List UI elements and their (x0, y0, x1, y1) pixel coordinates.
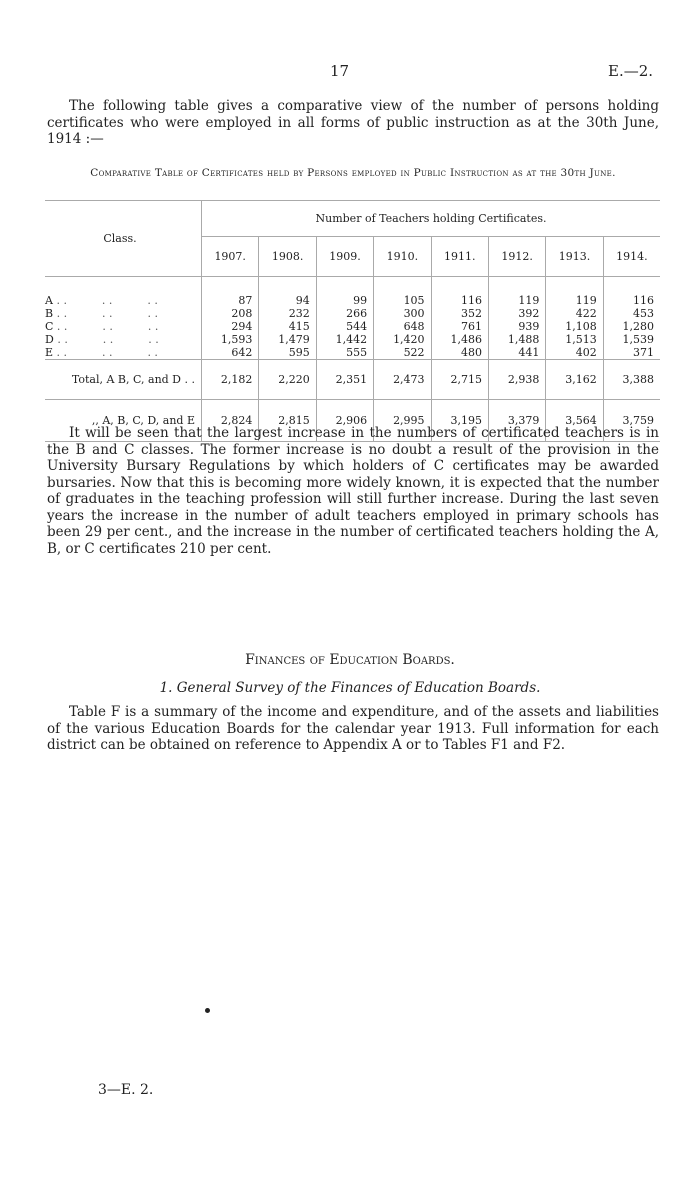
section-subheading: 1. General Survey of the Finances of Education Boards. (159, 680, 541, 696)
table-row (45, 277, 660, 307)
table-row (45, 333, 660, 346)
cell-value: 555 (316, 346, 373, 360)
total-label: Total, A B, C, and D . . (45, 359, 202, 399)
cell-value: 422 (546, 307, 603, 320)
total-value: 3,564 (546, 399, 603, 441)
total-value: 2,715 (431, 359, 488, 399)
certificates-table (45, 200, 660, 443)
year-header: 1912. (488, 237, 545, 277)
footer-signature: 3—E. 2. (98, 1082, 154, 1098)
cell-value: 402 (546, 346, 603, 360)
row-label: D . . . . . . (45, 332, 159, 346)
ink-dot (205, 1008, 210, 1013)
group-header: Number of Teachers holding Certificates. (202, 201, 661, 237)
intro-paragraph: The following table gives a comparative view of the number of persons holding certificates who were employed in all forms of public instruction as at the 30th June, 1914 :— (47, 98, 659, 147)
cell-value: 266 (316, 307, 373, 320)
total-value: 3,388 (603, 359, 660, 399)
cell-value: 119 (488, 277, 545, 307)
cell-value: 1,513 (546, 333, 603, 346)
cell-value: 1,420 (374, 333, 431, 346)
cell-value: 544 (316, 320, 373, 333)
total-value: 2,220 (259, 359, 316, 399)
year-header: 1909. (316, 237, 373, 277)
row-label: B . . . . . . (45, 306, 158, 320)
total-label: ,, A, B, C, D, and E (45, 399, 202, 441)
table-title: Comparative Table of Certificates held by Persons employed in Public Instruction as at the 30th June. (90, 167, 616, 179)
total-value: 2,938 (488, 359, 545, 399)
total-value: 3,379 (488, 399, 545, 441)
analysis-paragraph: It will be seen that the largest increase in the numbers of certificated teachers is in the B and C classes. The former increase is no doubt a result of the provision in the University Bursary Regulations by which holders of C certificates may be awarded bursaries. Now that this is becoming more widely known, it is expected that the number of graduates in the teaching profession will still further increase. During the last seven years the increase in the number of adult teachers employed in primary schools has been 29 per cent., and the increase in the number of certificated teachers holding the A, B, or C certificates 210 per cent. (47, 425, 659, 557)
year-header: 1907. (202, 237, 259, 277)
year-header: 1913. (546, 237, 603, 277)
year-header: 1911. (431, 237, 488, 277)
table-row (45, 346, 660, 360)
row-label: A . . . . . . (45, 277, 202, 307)
cell-value: 392 (488, 307, 545, 320)
cell-value: 1,486 (431, 333, 488, 346)
cell-value: 522 (374, 346, 431, 360)
year-header: 1908. (259, 237, 316, 277)
total-value: 2,351 (316, 359, 373, 399)
total-value: 3,162 (546, 359, 603, 399)
total-value: 2,906 (316, 399, 373, 441)
section-paragraph: Table F is a summary of the income and expenditure, and of the assets and liabilities of the various Education Boards for the calendar year 1913. Full information for each district can be obtained on reference to Appendix A or to Tables F1 and F2. (47, 704, 659, 753)
cell-value: 119 (546, 277, 603, 307)
cell-value: 352 (431, 307, 488, 320)
cell-value: 595 (259, 346, 316, 360)
cell-value: 208 (202, 307, 259, 320)
row-label: C . . . . . . (45, 319, 159, 333)
section-heading: Finances of Education Boards. (245, 652, 455, 668)
cell-value: 105 (374, 277, 431, 307)
document-ref: E.—2. (608, 62, 654, 80)
cell-value: 1,442 (316, 333, 373, 346)
total-value: 2,473 (374, 359, 431, 399)
cell-value: 939 (488, 320, 545, 333)
cell-value: 1,479 (259, 333, 316, 346)
cell-value: 300 (374, 307, 431, 320)
cell-value: 648 (374, 320, 431, 333)
class-header: Class. (45, 201, 202, 277)
cell-value: 1,488 (488, 333, 545, 346)
table-row (45, 320, 660, 333)
cell-value: 1,280 (603, 320, 660, 333)
cell-value: 87 (202, 277, 259, 307)
year-header: 1910. (374, 237, 431, 277)
total-value: 2,995 (374, 399, 431, 441)
table-row (45, 307, 660, 320)
cell-value: 415 (259, 320, 316, 333)
total-value: 3,759 (603, 399, 660, 441)
cell-value: 642 (202, 346, 259, 360)
cell-value: 1,593 (202, 333, 259, 346)
page-number: 17 (330, 62, 350, 80)
cell-value: 116 (431, 277, 488, 307)
cell-value: 761 (431, 320, 488, 333)
cell-value: 1,539 (603, 333, 660, 346)
total-value: 2,815 (259, 399, 316, 441)
cell-value: 480 (431, 346, 488, 360)
cell-value: 453 (603, 307, 660, 320)
cell-value: 1,108 (546, 320, 603, 333)
year-header: 1914. (603, 237, 660, 277)
cell-value: 94 (259, 277, 316, 307)
cell-value: 441 (488, 346, 545, 360)
cell-value: 371 (603, 346, 660, 360)
total-value: 2,824 (202, 399, 259, 441)
total-value: 2,182 (202, 359, 259, 399)
total-value: 3,195 (431, 399, 488, 441)
cell-value: 99 (316, 277, 373, 307)
row-label: E . . . . . . (45, 345, 158, 359)
cell-value: 116 (603, 277, 660, 307)
cell-value: 232 (259, 307, 316, 320)
total-row (45, 359, 660, 399)
cell-value: 294 (202, 320, 259, 333)
